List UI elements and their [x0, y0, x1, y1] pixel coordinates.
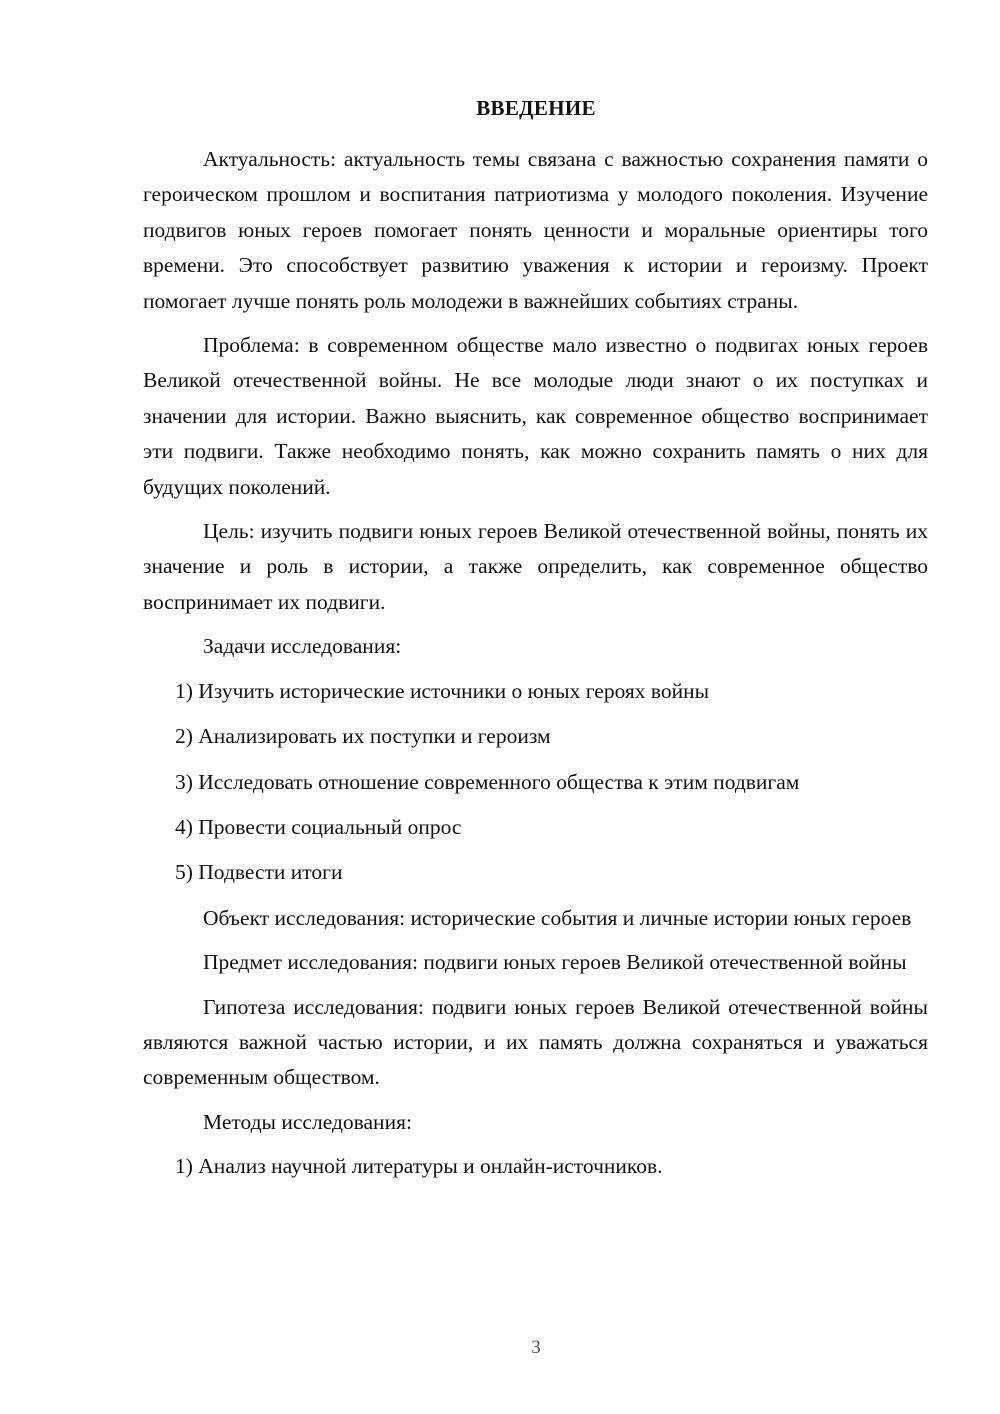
document-body [143, 142, 928, 1195]
paragraph-subject: Предмет исследования: подвиги юных героев Великой отечественной войны [203, 950, 907, 975]
paragraph-hypothesis: Гипотеза исследования: подвиги юных героев Великой отечественной войны являются важной частью истории, и их память должна сохраняться и уважаться современным обществом. [143, 994, 928, 1090]
method-item: 1) Анализ научной литературы и онлайн-источников. [175, 1154, 663, 1179]
task-item: 3) Исследовать отношение современного общества к этим подвигам [175, 769, 800, 794]
methods-heading: Методы исследования: [203, 1109, 412, 1134]
page-number: 3 [531, 1337, 541, 1358]
task-item: 5) Подвести итоги [175, 860, 343, 885]
paragraph-problem: Проблема: в современном обществе мало известно о подвигах юных героев Великой отечественной войны. Не все молодые люди знают о их поступках и значении для истории. Важно выяснить, как современное общество воспринимает эти подвиги. Также необходимо понять, как можно сохранить память о них для будущих поколений. [143, 333, 928, 499]
paragraph-goal: Цель: изучить подвиги юных героев Великой отечественной войны, понять их значение и роль в истории, а также определить, как современное общество воспринимает их подвиги. [143, 519, 928, 614]
paragraph-object: Объект исследования: исторические события и личные истории юных героев [203, 905, 912, 930]
task-item: 1) Изучить исторические источники о юных героях войны [175, 678, 710, 703]
page-title: ВВЕДЕНИЕ [476, 96, 596, 120]
tasks-heading: Задачи исследования: [203, 634, 402, 659]
paragraph-relevance: Актуальность: актуальность темы связана с важностью сохранения памяти о героическом прошлом и воспитания патриотизма у молодого поколения. Изучение подвигов юных героев помогает понять ценности и моральные ориентиры того времени. Это способствует развитию уважения к истории и героизму. Проект помогает лучше понять роль молодежи в важнейших событиях страны. [143, 147, 928, 313]
task-item: 4) Провести социальный опрос [175, 814, 462, 839]
task-item: 2) Анализировать их поступки и героизм [175, 724, 551, 749]
